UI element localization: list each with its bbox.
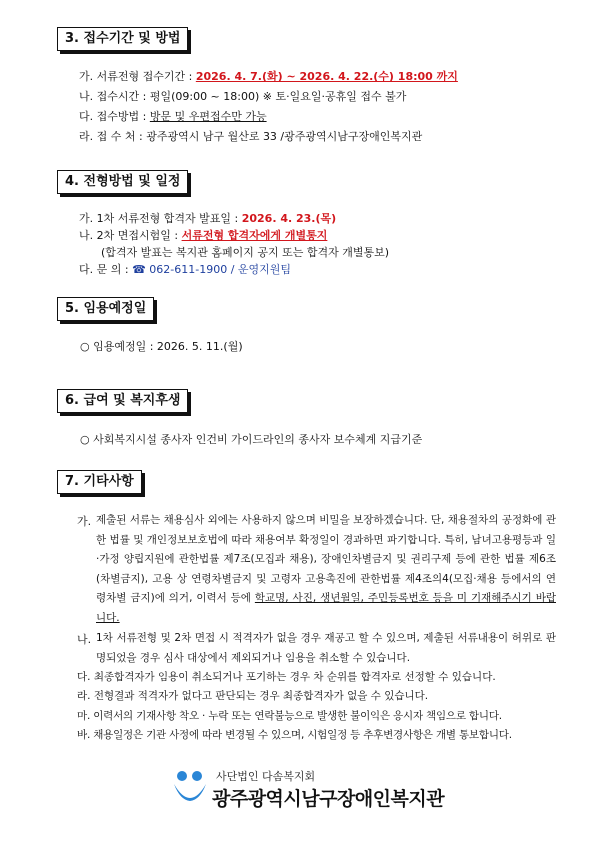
- s3-c-label: 다. 접수방법 :: [79, 110, 147, 123]
- section-title-3: 3. 접수기간 및 방법: [57, 27, 188, 51]
- s7-a-prefix: 가.: [77, 515, 92, 528]
- s3-c-value: 방문 및 우편접수만 가능: [149, 110, 267, 123]
- s4-item-b: [79, 229, 327, 243]
- s4-c-label: 다. 문 의 :: [79, 263, 129, 276]
- section-title-7: 7. 기타사항: [57, 470, 142, 494]
- s4-item-a: [79, 212, 336, 226]
- org-logo-icon: [172, 768, 208, 808]
- s7-item-b: [96, 629, 556, 668]
- s7-item-d: 라. 전형결과 적격자가 없다고 판단되는 경우 최종합격자가 없을 수 있습니다.: [77, 690, 429, 702]
- org-name: 광주광역시남구장애인복지관: [212, 788, 445, 810]
- s5-item: ○ 임용예정일 : 2026. 5. 11.(월): [80, 340, 243, 353]
- s3-item-c: [79, 110, 267, 124]
- s7-item-e: 마. 이력서의 기재사항 착오 · 누락 또는 연락불능으로 발생한 불이익은 응시자 책임으로 합니다.: [77, 710, 502, 722]
- s4-item-c: [79, 263, 291, 277]
- section-title-6: 6. 급여 및 복지후생: [57, 389, 188, 413]
- phone-icon: ☎: [132, 263, 146, 276]
- s3-a-value: 2026. 4. 7.(화) ~ 2026. 4. 22.(수) 18:00 까지: [195, 70, 458, 83]
- section-title-4: 4. 전형방법 및 일정: [57, 170, 188, 194]
- s3-item-b: 나. 접수시간 : 평일(09:00 ~ 18:00) ※ 토·일요일·공휴일 접수 불가: [79, 90, 407, 103]
- s4-a-value: 2026. 4. 23.(목): [241, 212, 337, 225]
- s3-item-a: [79, 70, 458, 84]
- s4-b-label: 나. 2차 면접시험일 :: [79, 229, 179, 242]
- s4-b-value: 서류전형 합격자에게 개별통지: [181, 229, 328, 242]
- s3-item-d: 라. 접 수 처 : 광주광역시 남구 월산로 33 /광주광역시남구장애인복지관: [79, 130, 423, 143]
- section-title-5: 5. 임용예정일: [57, 297, 154, 321]
- s7-item-c: 다. 최종합격자가 임용이 취소되거나 포기하는 경우 차 순위를 합격자로 선정할 수 있습니다.: [77, 671, 496, 683]
- s3-a-label: 가. 서류전형 접수기간 :: [79, 70, 193, 83]
- s7-item-a: [96, 511, 556, 628]
- s4-c-value: 062-611-1900 / 운영지원팀: [149, 263, 292, 276]
- s7-b-prefix: 나.: [77, 633, 92, 646]
- s4-item-b-note: (합격자 발표는 복지관 홈페이지 공지 또는 합격자 개별통보): [101, 246, 390, 259]
- s7-item-f: 바. 채용일정은 기관 사정에 따라 변경될 수 있으며, 시험일정 등 추후변경사항은 개별 통보합니다.: [77, 729, 512, 741]
- s7-b-text: 1차 서류전형 및 2차 면접 시 적격자가 없을 경우 재공고 할 수 있으며, 제출된 서류내용이 허위로 판명되었을 경우 심사 대상에서 제외되거나 임용을 취소할 수 있습니다.: [96, 632, 556, 664]
- s7-a-text: 제출된 서류는 채용심사 외에는 사용하지 않으며 비밀을 보장하겠습니다. 단, 채용절차의 공정화에 관한 법률 및 개인정보보호법에 따라 채용여부 확정일이 경과하면 파기합니다. 특히, 남녀고용평등과 일·가정 양립지원에 관한법률 제7조(모집과 채용), 장애인차별금지 및 권리구제 등에 관한 법률 제6조(차별금지), 고용 상 연령차별금지 및 고령자 고용촉진에 관한법률 제4조의4(모집·채용 등에서의 연령차별 금지)에 의거, 이력서 등에: [96, 514, 556, 604]
- s7-a-underlined: 학교명, 사진, 생년월일, 주민등록번호 등을 미 기재해주시기 바랍니다.: [96, 592, 556, 624]
- org-small-name: 사단법인 다솜복지회: [216, 770, 316, 783]
- s6-item: ○ 사회복지시설 종사자 인건비 가이드라인의 종사자 보수체계 지급기준: [80, 433, 423, 446]
- s4-a-label: 가. 1차 서류전형 합격자 발표일 :: [79, 212, 239, 225]
